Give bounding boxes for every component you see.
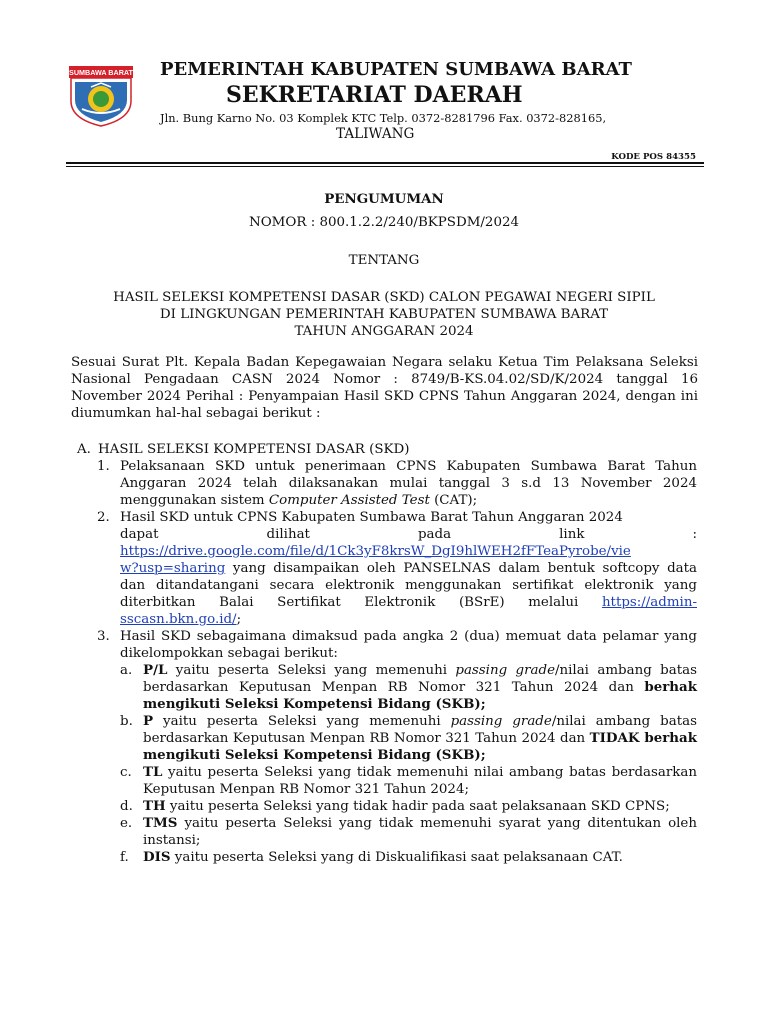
document-heading-line-1: HASIL SELEKSI KOMPETENSI DASAR (SKD) CALON PEGAWAI NEGERI SIPIL — [113, 290, 655, 305]
word-dapat: dapat — [120, 527, 159, 542]
sub-b-text-2: /nilai ambang batas berdasarkan Keputusan Menpan RB Nomor 321 Tahun 2024 dan — [143, 714, 697, 746]
document-number: NOMOR : 800.1.2.2/240/BKPSDM/2024 — [248, 215, 520, 230]
item-1-term: Computer Assisted Test — [268, 493, 430, 508]
regency-logo-icon — [68, 65, 134, 127]
sub-item-a — [77, 662, 697, 713]
passing-grade-term: passing grade — [455, 663, 555, 678]
word-pada: pada — [417, 527, 452, 542]
government-name: PEMERINTAH KABUPATEN SUMBAWA BARAT — [160, 59, 632, 80]
code-pl: P/L — [143, 662, 168, 678]
sub-item-f — [77, 849, 697, 866]
sub-c-text: yaitu peserta Seleksi yang tidak memenuhi nilai ambang batas berdasarkan Keputusan Menpan RB Nomor 321 Tahun 2024; — [143, 765, 697, 797]
letterhead-divider-thin — [66, 166, 704, 167]
document-heading-line-3: TAHUN ANGGARAN 2024 — [294, 324, 474, 339]
letterhead — [160, 58, 690, 143]
sscasn-link-part-1[interactable]: https://admin- — [601, 595, 697, 610]
item-number: 2. — [97, 510, 110, 525]
section-label: A. — [77, 442, 91, 457]
list-item-2 — [77, 509, 697, 628]
code-p: P — [143, 713, 154, 729]
sub-item-text — [143, 764, 697, 798]
document-about: TENTANG — [348, 253, 420, 268]
section-title: HASIL SELEKSI KOMPETENSI DASAR (SKD) — [98, 442, 410, 457]
code-th: TH — [143, 798, 166, 814]
item-text — [120, 458, 697, 509]
section-a — [77, 441, 697, 866]
item-2-line-1: Hasil SKD untuk CPNS Kabupaten Sumbawa Barat Tahun Anggaran 2024 — [120, 510, 623, 525]
sub-item-text — [143, 662, 697, 713]
office-name: SEKRETARIAT DAERAH — [226, 82, 523, 108]
intro-paragraph: Sesuai Surat Plt. Kepala Badan Kepegawaian Negara selaku Ketua Tim Pelaksana Seleksi Nasional Pengadaan CASN 2024 Nomor : 8749/B-KS.04.02/SD/K/2024 tanggal 16 November 2024 Perihal : Penyampaian Hasil SKD CPNS Tahun Anggaran 2024, dengan ini diumumkan hal-hal sebagai berikut : — [71, 355, 698, 421]
sub-a-text-1: yaitu peserta Seleksi yang memenuhi — [167, 663, 456, 678]
document-heading-line-2: DI LINGKUNGAN PEMERINTAH KABUPATEN SUMBAWA BARAT — [159, 307, 609, 322]
office-address: Jln. Bung Karno No. 03 Komplek KTC Telp. 0372-8281796 Fax. 0372-828165, — [160, 111, 607, 125]
postal-code: KODE POS 84355 — [611, 152, 696, 162]
sub-item-c — [77, 764, 697, 798]
sub-f-text: yaitu peserta Seleksi yang di Diskualifikasi saat pelaksanaan CAT. — [170, 850, 623, 865]
sub-item-text — [143, 849, 697, 866]
sub-item-label: f. — [120, 850, 129, 865]
code-dis: DIS — [143, 849, 171, 865]
code-tl: TL — [143, 764, 163, 780]
sub-item-b — [77, 713, 697, 764]
item-number: 1. — [97, 459, 110, 474]
passing-grade-term: passing grade — [450, 714, 552, 729]
sub-item-label: b. — [120, 714, 133, 729]
sub-b-text-1: yaitu peserta Seleksi yang memenuhi — [153, 714, 451, 729]
sub-item-text — [143, 713, 697, 764]
item-3-text: Hasil SKD sebagaimana dimaksud pada angka 2 (dua) memuat data pelamar yang dikelompokkan sebagai berikut: — [120, 629, 697, 661]
word-colon: : — [692, 527, 697, 542]
item-number: 3. — [97, 629, 110, 644]
drive-link-line-2[interactable]: w?usp=sharing — [120, 561, 226, 576]
sub-b-bold-text: TIDAK berhak mengikuti Seleksi Kompetensi Bidang (SKB); — [143, 730, 697, 763]
word-dilihat: dilihat — [266, 527, 310, 542]
sub-item-label: d. — [120, 799, 133, 814]
list-item-3 — [77, 628, 697, 662]
sub-d-text: yaitu peserta Seleksi yang tidak hadir pada saat pelaksanaan SKD CPNS; — [165, 799, 670, 814]
logo-text: SUMBAWA BARAT — [69, 68, 133, 77]
sub-item-label: a. — [120, 663, 133, 678]
sub-item-label: c. — [120, 765, 132, 780]
list-item-1 — [77, 458, 697, 509]
letterhead-divider — [66, 162, 704, 164]
office-city: TALIWANG — [336, 126, 415, 142]
item-2-line-2 — [120, 526, 697, 543]
drive-link-line-1[interactable]: https://drive.google.com/file/d/1Ck3yF8krsW_DgI9hlWEH2fFTeaPyrobe/vie — [120, 544, 631, 559]
item-text — [120, 509, 697, 628]
item-1-text-b: (CAT); — [429, 493, 478, 508]
sscasn-link-part-2[interactable]: sscasn.bkn.go.id/ — [120, 612, 237, 627]
sub-item-label: e. — [120, 816, 133, 831]
item-2-end: ; — [236, 612, 242, 627]
document-type: PENGUMUMAN — [324, 191, 444, 207]
word-link: link — [559, 527, 585, 542]
sub-a-bold-text: berhak mengikuti Seleksi Kompetensi Bidang (SKB); — [143, 679, 697, 712]
item-1-text-a: Pelaksanaan SKD untuk penerimaan CPNS Kabupaten Sumbawa Barat Tahun Anggaran 2024 telah dilaksanakan mulai tanggal 3 s.d 13 November 2024 menggunakan sistem — [120, 459, 697, 508]
item-2-text-after-link: yang disampaikan oleh PANSELNAS dalam bentuk softcopy data dan ditandatangani secara elektronik menggunakan sertifikat elektronik yang diterbitkan Balai Sertifikat Elektronik (BSrE) melalui — [120, 561, 697, 610]
section-a-title — [77, 441, 697, 458]
sub-item-text — [143, 815, 697, 849]
sub-e-text: yaitu peserta Seleksi yang tidak memenuhi syarat yang ditentukan oleh instansi; — [143, 816, 697, 848]
sub-item-d — [77, 798, 697, 815]
sub-item-text — [143, 798, 697, 815]
sub-item-e — [77, 815, 697, 849]
code-tms: TMS — [143, 815, 178, 831]
sub-a-text-2: /nilai ambang batas berdasarkan Keputusan Menpan RB Nomor 321 Tahun 2024 dan — [143, 663, 697, 695]
